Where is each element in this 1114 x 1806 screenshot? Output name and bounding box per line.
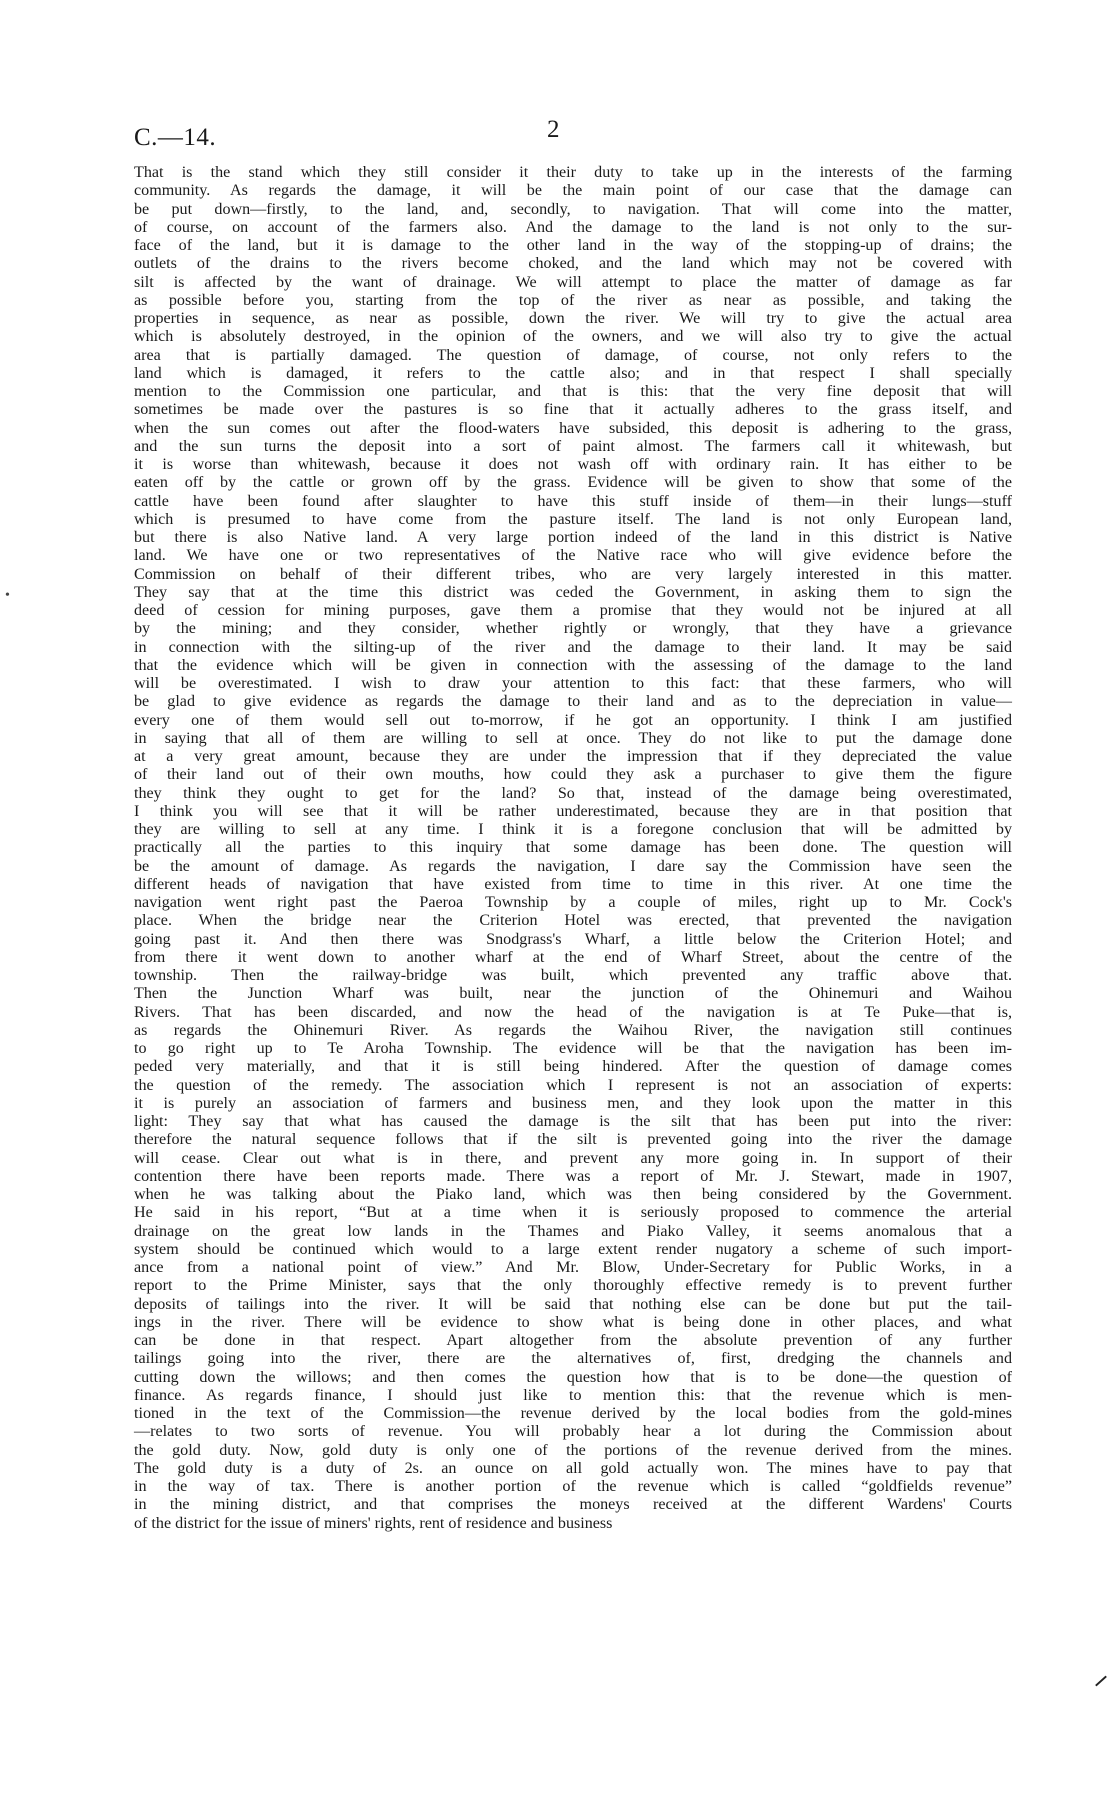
text-line: land. We have one or two representatives of the Native race who will give evidence before the [134, 547, 1012, 565]
text-line: going past it. And then there was Snodgrass's Wharf, a little below the Criterion Hotel; and [134, 930, 1012, 948]
text-line: sometimes be made over the pastures is so fine that it actually adheres to the grass itself, and [134, 401, 1012, 419]
text-line: be the amount of damage. As regards the navigation, I dare say the Commission have seen the [134, 857, 1012, 875]
text-line: face of the land, but it is damage to the other land in the way of the stopping-up of drains; the [134, 237, 1012, 254]
margin-mark-left: • [5, 588, 10, 603]
text-line: of course, on account of the farmers also. And the damage to the land is not only to the sur- [134, 218, 1012, 236]
text-line: as possible before you, starting from the top of the river as near as possible, and taking the [134, 291, 1012, 309]
text-line: township. Then the railway-bridge was built, which prevented any traffic above that. [134, 967, 1012, 984]
text-line: —relates to two sorts of revenue. You will probably hear a lot during the Commission about [134, 1423, 1012, 1441]
text-line: The gold duty is a duty of 2s. an ounce on all gold actually won. The mines have to pay that [134, 1459, 1012, 1477]
text-line: which is presumed to have come from the pasture itself. The land is not only European land, [134, 510, 1012, 528]
text-line: peded very materially, and that it is still being hindered. After the question of damage comes [134, 1058, 1012, 1076]
text-line: area that is partially damaged. The question of damage, of course, not only refers to the [134, 346, 1012, 364]
text-line: when he was talking about the Piako land, which was then being considered by the Government. [134, 1186, 1012, 1203]
text-line: Then the Junction Wharf was built, near the junction of the Ohinemuri and Waihou [134, 985, 1012, 1003]
text-line: Rivers. That has been discarded, and now the head of the navigation is at Te Puke—that is, [134, 1003, 1012, 1021]
text-line: in saying that all of them are willing to sell at once. They do not like to put the damage done [134, 729, 1012, 747]
text-line: Commission on behalf of their different tribes, who are very largely interested in this matter. [134, 565, 1012, 583]
text-line: mention to the Commission one particular, and that is this: that the very fine deposit that will [134, 383, 1012, 400]
text-line: place. When the bridge near the Criterion Hotel was erected, that prevented the navigation [134, 912, 1012, 930]
page-number: 2 [547, 116, 560, 143]
text-line: they are willing to sell at any time. I think it is a foregone conclusion that will be admitted by [134, 821, 1012, 838]
text-line: the question of the remedy. The association which I represent is not an association of experts: [134, 1076, 1012, 1094]
text-line: cutting down the willows; and then comes the question how that is to be done—the question of [134, 1368, 1012, 1386]
text-line: and the sun turns the deposit into a sort of paint almost. The farmers call it whitewash, but [134, 437, 1012, 455]
text-line: land which is damaged, it refers to the cattle also; and in that respect I shall specially [134, 364, 1012, 382]
text-line: I think you will see that it will be rather underestimated, because they are in that position that [134, 802, 1012, 820]
text-line: as regards the Ohinemuri River. As regards the Waihou River, the navigation still continues [134, 1021, 1012, 1039]
text-line: That is the stand which they still consider it their duty to take up in the interests of the farming [134, 164, 1012, 181]
text-line: which is absolutely destroyed, in the opinion of the owners, and we will also try to give the actual [134, 328, 1012, 346]
text-line: tailings going into the river, there are the alternatives of, first, dredging the channels and [134, 1350, 1012, 1368]
text-line: eaten off by the cattle or grown off by the grass. Evidence will be given to show that some of the [134, 474, 1012, 492]
text-line: it is purely an association of farmers and business men, and they look upon the matter in this [134, 1094, 1012, 1112]
text-line: from there it went down to another wharf at the end of Wharf Street, about the centre of the [134, 948, 1012, 966]
text-line: cattle have been found after slaughter to have this stuff inside of them—in their lungs—stuff [134, 492, 1012, 510]
text-line: they think they ought to get for the land? So that, instead of the damage being overestimated, [134, 784, 1012, 802]
text-line: outlets of the drains to the rivers become choked, and the land which may not be covered with [134, 255, 1012, 273]
text-line: every one of them would sell out to-morrow, if he got an opportunity. I think I am justified [134, 711, 1012, 729]
body-paragraph [134, 164, 1012, 1533]
text-line: navigation went right past the Paeroa Township by a couple of miles, right up to Mr. Cock's [134, 894, 1012, 911]
text-line: of their land out of their own mouths, how could they ask a purchaser to give them the figure [134, 766, 1012, 784]
text-line: can be done in that respect. Apart altogether from the absolute prevention of any further [134, 1332, 1012, 1349]
text-line: will cease. Clear out what is in there, and prevent any more going in. In support of their [134, 1149, 1012, 1167]
text-line: finance. As regards finance, I should just like to mention this: that the revenue which is men- [134, 1386, 1012, 1404]
text-line: system should be continued which would to a large extent render nugatory a scheme of such import- [134, 1240, 1012, 1258]
text-line: contention there have been reports made. There was a report of Mr. J. Stewart, made in 1907, [134, 1167, 1012, 1185]
text-line: He said in his report, “But at a time when it is seriously proposed to commence the arterial [134, 1204, 1012, 1222]
text-line: of the district for the issue of miners' rights, rent of residence and business [134, 1514, 613, 1532]
text-line: therefore the natural sequence follows that if the silt is prevented going into the river the damage [134, 1131, 1012, 1149]
margin-mark-right [1095, 1676, 1107, 1687]
text-line: different heads of navigation that have existed from time to time in this river. At one time the [134, 875, 1012, 893]
text-line: in the mining district, and that comprises the moneys received at the different Wardens' Courts [134, 1496, 1012, 1514]
text-line: They say that at the time this district was ceded the Government, in asking them to sign the [134, 583, 1012, 601]
text-line: deed of cession for mining purposes, gave them a promise that they would not be injured at all [134, 602, 1012, 619]
text-line: be put down—firstly, to the land, and, secondly, to navigation. That will come into the matter, [134, 200, 1012, 218]
text-line: ance from a national point of view.” And Mr. Blow, Under-Secretary for Public Works, in a [134, 1259, 1012, 1276]
text-line: it is worse than whitewash, because it does not wash off with ordinary rain. It has either to be [134, 456, 1012, 473]
document-reference: C.—14. [134, 124, 217, 151]
text-line: ings in the river. There will be evidence to show what is being done in other places, and what [134, 1313, 1012, 1331]
text-line: in the way of tax. There is another portion of the revenue which is called “goldfields revenue” [134, 1478, 1012, 1495]
text-line: to go right up to Te Aroha Township. The evidence will be that the navigation has been im- [134, 1040, 1012, 1057]
text-line: light: They say that what has caused the damage is the silt that has been put into the river: [134, 1113, 1012, 1130]
text-line: silt is affected by the want of drainage. We will attempt to place the matter of damage as far [134, 273, 1012, 291]
text-line: the gold duty. Now, gold duty is only one of the portions of the revenue derived from the mines. [134, 1441, 1012, 1459]
text-line: that the evidence which will be given in connection with the assessing of the damage to the land [134, 656, 1012, 674]
text-line: practically all the parties to this inquiry that some damage has been done. The question will [134, 839, 1012, 857]
text-line: drainage on the great low lands in the Thames and Piako Valley, it seems anomalous that a [134, 1222, 1012, 1240]
text-line: at a very great amount, because they are under the impression that if they depreciated the value [134, 748, 1012, 765]
text-line: community. As regards the damage, it will be the main point of our case that the damage can [134, 182, 1012, 200]
text-line: be glad to give evidence as regards the damage to their land and as to the depreciation in value— [134, 693, 1012, 711]
text-line: will be overestimated. I wish to draw your attention to this fact: that these farmers, who will [134, 675, 1012, 692]
text-line: in connection with the silting-up of the river and the damage to their land. It may be said [134, 638, 1012, 656]
text-line: when the sun comes out after the flood-waters have subsided, this deposit is adhering to the grass, [134, 419, 1012, 437]
text-line: by the mining; and they consider, whether rightly or wrongly, that they have a grievance [134, 620, 1012, 638]
text-line: but there is also Native land. A very large portion indeed of the land in this district is Native [134, 529, 1012, 546]
text-line: report to the Prime Minister, says that the only thoroughly effective remedy is to prevent further [134, 1277, 1012, 1295]
text-line: properties in sequence, as near as possible, down the river. We will try to give the actual area [134, 310, 1012, 327]
text-line: deposits of tailings into the river. It will be said that nothing else can be done but put the tail- [134, 1295, 1012, 1313]
text-line: tioned in the text of the Commission—the revenue derived by the local bodies from the gold-mines [134, 1405, 1012, 1422]
